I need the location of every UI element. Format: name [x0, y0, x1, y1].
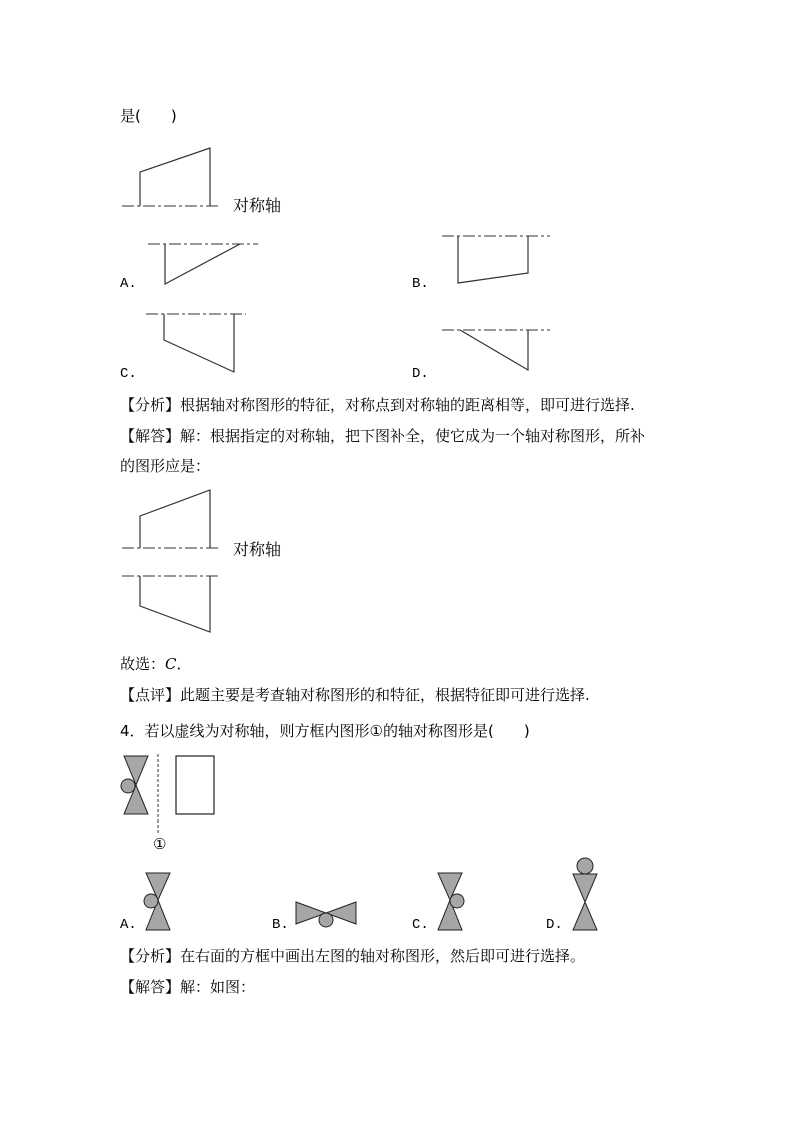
q4-option-b-label: B.	[272, 917, 289, 933]
q3-answer-suffix: ．	[176, 655, 192, 673]
q3-answer-letter: C	[165, 655, 177, 673]
q3-completed-figure	[118, 484, 228, 640]
q4-analysis: 【分析】在右面的方框中画出左图的轴对称图形，然后即可进行选择。	[120, 947, 586, 965]
q3-stem-tail: 是( )	[120, 107, 177, 125]
q3-answer-prefix: 故选：	[120, 655, 166, 673]
q3-option-d-label: D.	[412, 366, 429, 382]
q3-option-a-label: A.	[120, 276, 137, 292]
q3-option-c-figure	[140, 306, 260, 376]
q4-circle-label: ①	[153, 835, 167, 853]
q4-option-a-label: A.	[120, 917, 137, 933]
q4-question-figure	[116, 752, 226, 822]
q4-option-a-figure	[138, 870, 178, 934]
q3-analysis: 【分析】根据轴对称图形的特征，对称点到对称轴的距离相等，即可进行选择.	[120, 396, 635, 414]
q3-solution-line1: 【解答】解：根据指定的对称轴，把下图补全，使它成为一个轴对称图形，所补	[120, 427, 646, 445]
q4-option-c-label: C.	[412, 917, 429, 933]
q3-completed-axis-label: 对称轴	[233, 540, 282, 559]
q3-solution-line2: 的图形应是：	[120, 457, 211, 475]
q3-option-b-label: B.	[412, 276, 429, 292]
q3-option-b-figure	[436, 226, 556, 292]
q4-option-b-figure	[292, 896, 362, 932]
q4-option-d-figure	[566, 852, 606, 934]
q4-option-d-label: D.	[546, 917, 563, 933]
q3-option-c-label: C.	[120, 366, 137, 382]
q3-option-a-figure	[140, 232, 270, 292]
q3-given-figure	[118, 140, 228, 220]
q3-comment: 【点评】此题主要是考查轴对称图形的和特征，根据特征即可进行选择.	[120, 686, 590, 704]
q4-option-c-figure	[432, 870, 476, 934]
q3-option-d-figure	[436, 316, 556, 376]
q4-solution: 【解答】解：如图：	[120, 978, 256, 996]
q4-dashed-axis-lower	[154, 820, 162, 834]
q3-axis-label: 对称轴	[233, 196, 282, 215]
q4-question: 4．若以虚线为对称轴，则方框内图形①的轴对称图形是( )	[120, 722, 530, 740]
q3-answer	[120, 654, 192, 674]
